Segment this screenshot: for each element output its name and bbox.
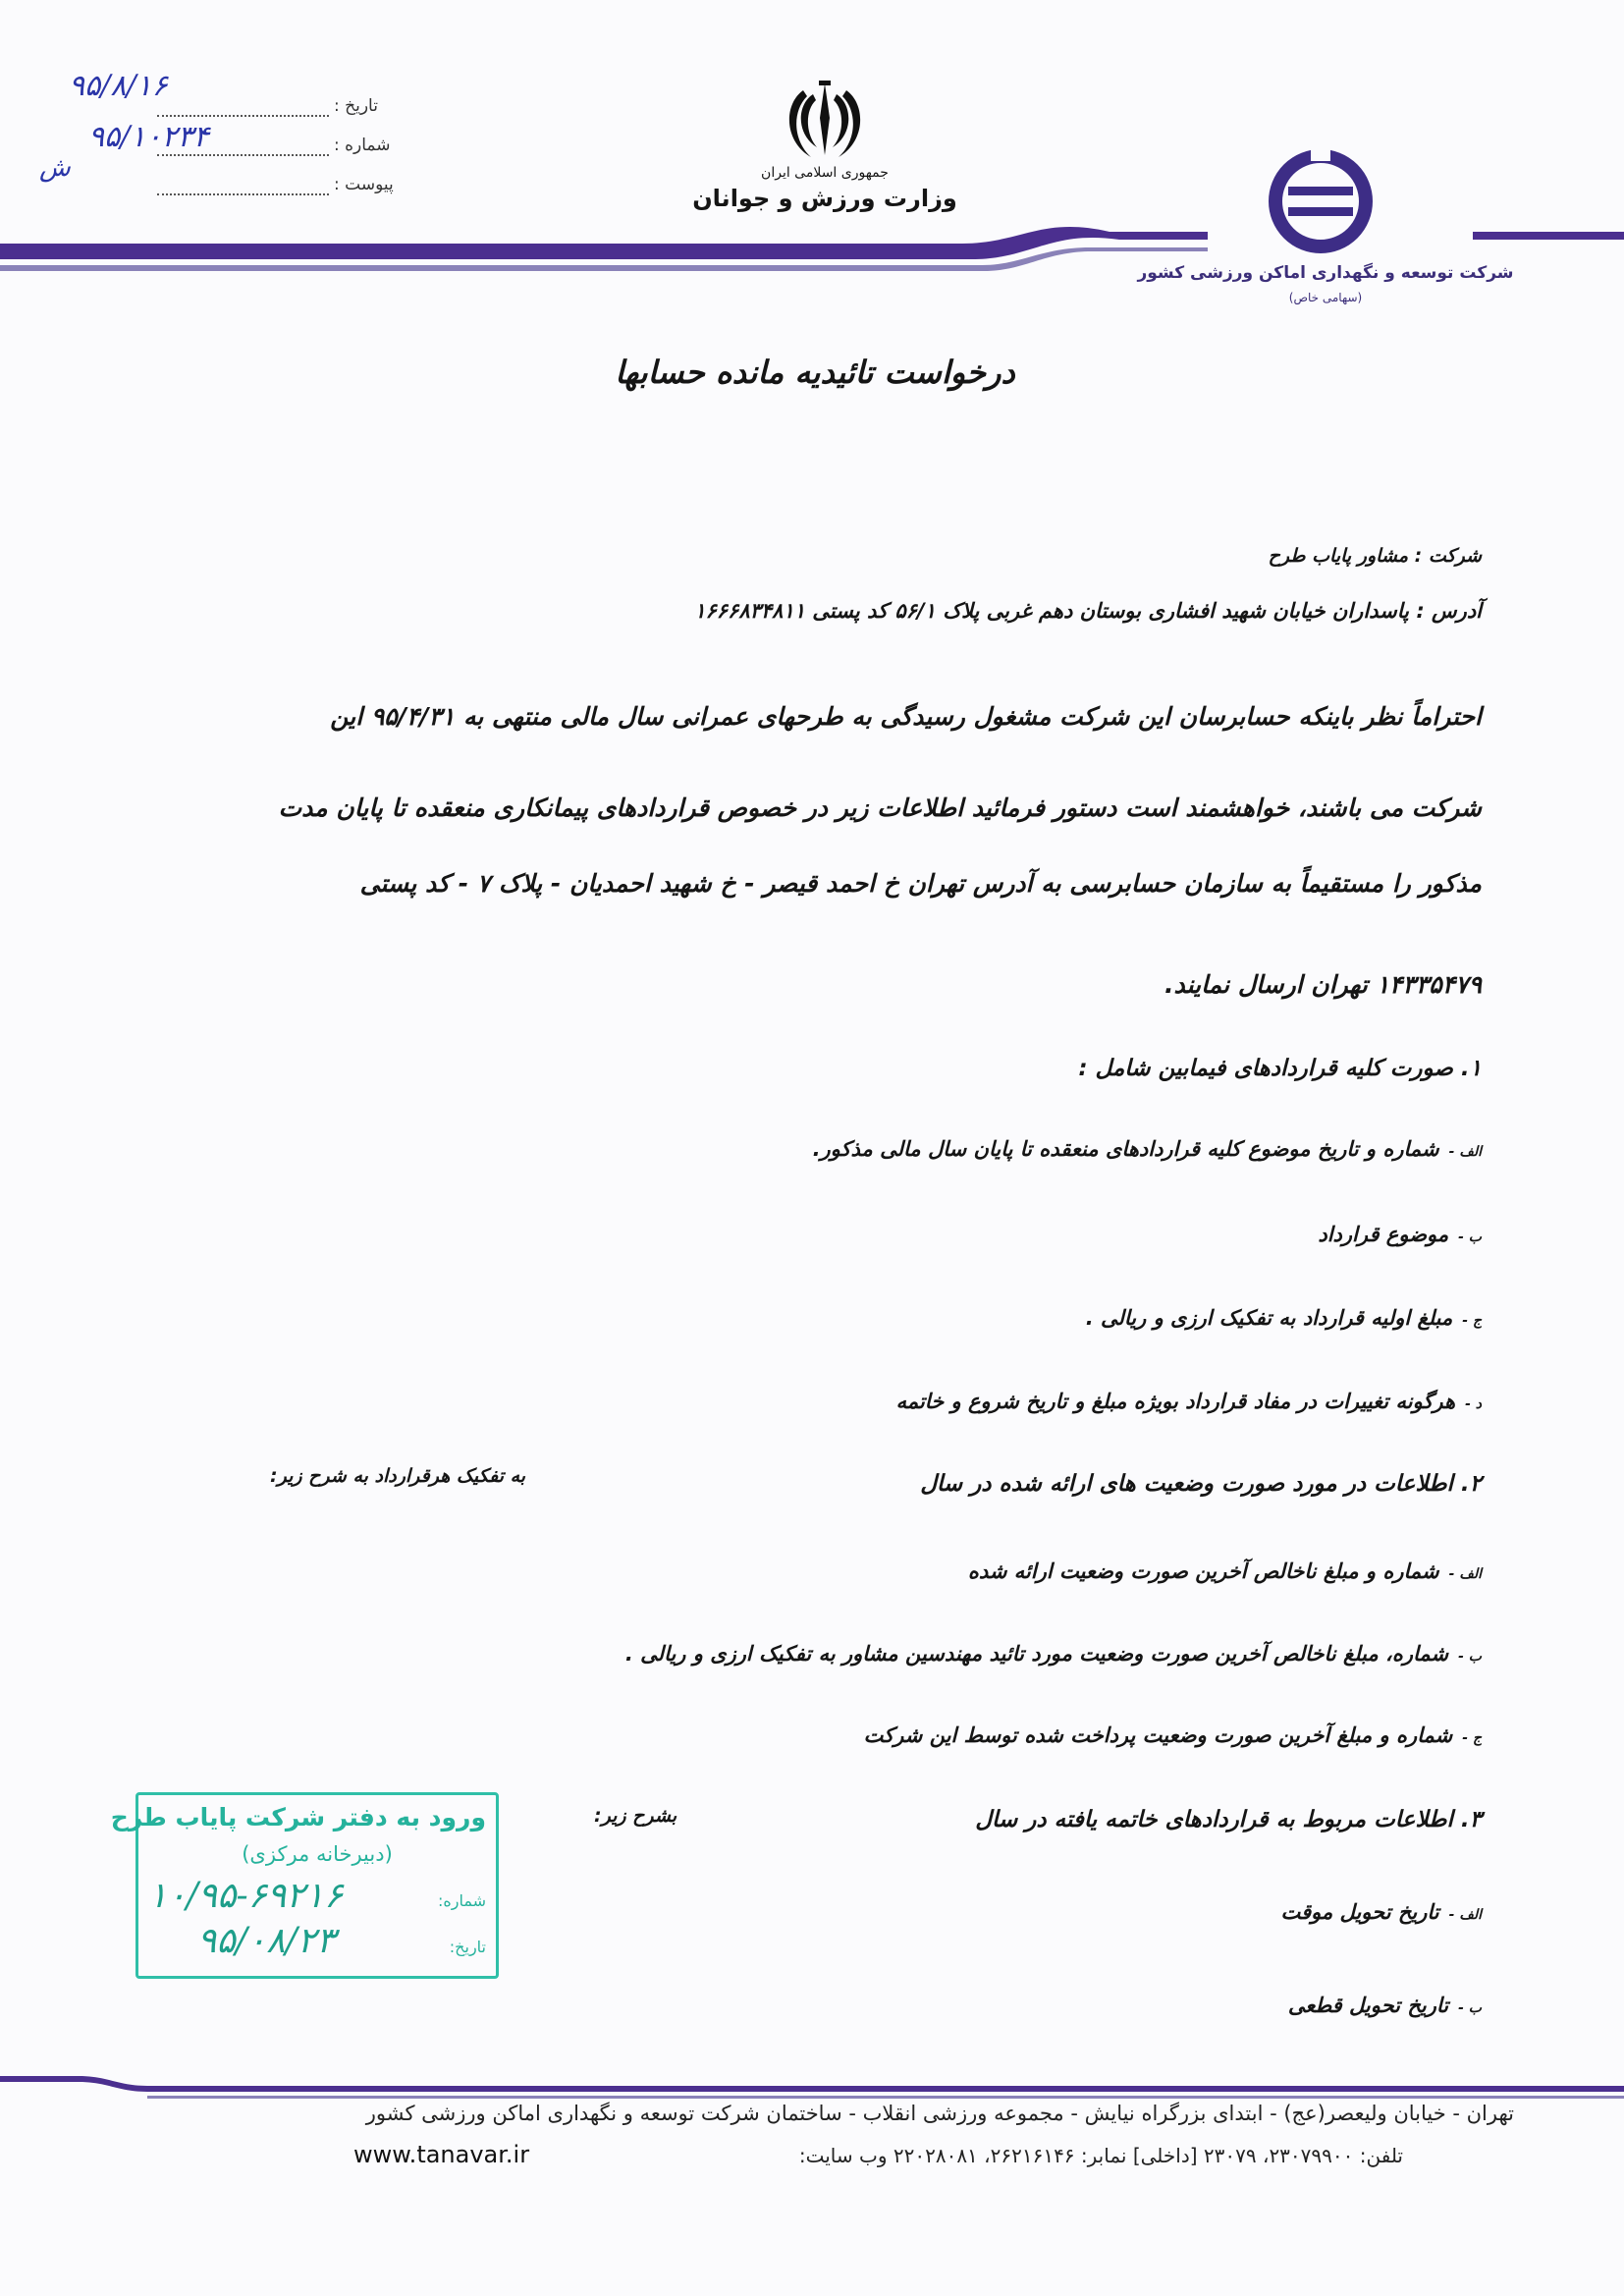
- attachment-label: پیوست :: [334, 175, 394, 194]
- section-3-title: ۳. اطلاعات مربوط به قراردادهای خاتمه یافته در سال: [975, 1807, 1482, 1832]
- handwritten-number: ۹۵/۱۰۲۳۴: [88, 120, 209, 154]
- document-title: درخواست تائیدیه مانده حسابها: [615, 354, 1015, 391]
- item-marker: د -: [1465, 1396, 1482, 1412]
- item-marker: الف -: [1448, 1907, 1482, 1923]
- address-label: آدرس :: [1416, 599, 1482, 623]
- section-2-note: به تفکیک هرقرارداد به شرح زیر:: [270, 1465, 526, 1487]
- section-3-item-a: [1280, 1900, 1482, 1924]
- handwritten-date: ۹۵/۸/۱۶: [69, 69, 168, 103]
- section-1-item-a: [813, 1137, 1482, 1161]
- footer-website-link[interactable]: www.tanavar.ir: [353, 2141, 530, 2168]
- stamp-title: ورود به دفتر شرکت پایاب طرح: [110, 1803, 486, 1831]
- section-2-title: ۲. اطلاعات در مورد صورت وضعیت های ارائه شده در سال: [920, 1471, 1482, 1497]
- item-marker: ب -: [1458, 1230, 1482, 1245]
- item-text: تاریخ تحویل قطعی: [1287, 1994, 1449, 2017]
- date-label: تاریخ :: [334, 96, 378, 116]
- stamp-date-label: تاریخ:: [449, 1938, 486, 1956]
- body-line-2: شرکت می باشند، خواهشمند است دستور فرمائید اطلاعات زیر در خصوص قراردادهای پیمانکاری منعقده تا پایان مدت: [278, 793, 1482, 822]
- number-dots: [157, 154, 329, 156]
- section-1-title: ۱. صورت کلیه قراردادهای فیمابین شامل :: [1078, 1056, 1482, 1081]
- footer-band: [0, 2072, 1624, 2102]
- body-line-3: مذکور را مستقیماً به سازمان حسابرسی به آدرس تهران خ احمد قیصر - خ شهید احمدیان - پلاک ۷ - کد پستی: [359, 869, 1482, 898]
- item-text: شماره و مبلغ ناخالص آخرین صورت وضعیت ارائه شده: [967, 1559, 1439, 1583]
- stamp-number-value: ۱۰/۹۵-۶۹۲۱۶: [148, 1876, 344, 1916]
- recipient-address-line: [694, 599, 1482, 623]
- stamp-subtitle: (دبیرخانه مرکزی): [242, 1842, 393, 1866]
- number-label: شماره :: [334, 136, 391, 155]
- item-text: مبلغ اولیه قرارداد به تفکیک ارزی و ریالی .: [1085, 1306, 1453, 1330]
- body-line-4: ۱۴۳۳۵۴۷۹ تهران ارسال نمایند.: [1164, 970, 1482, 999]
- received-stamp: [110, 1792, 499, 1979]
- section-1-item-c: [1086, 1306, 1482, 1330]
- item-marker: ج -: [1462, 1313, 1482, 1329]
- date-dots: [157, 115, 329, 117]
- company-name: شرکت توسعه و نگهداری اماکن ورزشی کشور: [1137, 263, 1514, 283]
- section-1-item-d: [896, 1390, 1482, 1413]
- recipient-company: شرکت : مشاور پایاب طرح: [1268, 545, 1482, 567]
- item-marker: ج -: [1462, 1730, 1482, 1746]
- item-text: هرگونه تغییرات در مفاد قرارداد بویژه مبلغ و تاریخ شروع و خاتمه: [895, 1390, 1456, 1413]
- company-type: (سهامی خاص): [1288, 291, 1363, 304]
- item-marker: الف -: [1448, 1144, 1482, 1160]
- item-marker: الف -: [1448, 1566, 1482, 1582]
- section-3-item-b: [1288, 1994, 1482, 2017]
- header-band: [0, 226, 1624, 304]
- item-text: شماره، مبلغ ناخالص آخرین صورت وضعیت مورد تائید مهندسین مشاور به تفکیک ارزی و ریالی .: [624, 1642, 1449, 1666]
- item-text: موضوع قرارداد: [1318, 1223, 1449, 1246]
- item-text: شماره و تاریخ موضوع کلیه قراردادهای منعقده تا پایان سال مالی مذکور.: [812, 1137, 1439, 1161]
- address-text: پاسداران خیابان شهید افشاری بوستان دهم غربی پلاک ۵۶/۱ کد پستی ۱۶۶۶۸۳۴۸۱۱: [694, 599, 1410, 623]
- section-3-note: بشرح زیر:: [594, 1805, 677, 1827]
- footer-address: تهران - خیابان ولیعصر(عج) - ابتدای بزرگراه نیایش - مجموعه ورزشی انقلاب - ساختمان شرکت توسعه و نگهداری اماکن ورزشی کشور: [365, 2102, 1514, 2125]
- item-marker: ب -: [1458, 2000, 1482, 2016]
- section-2-item-a: [968, 1559, 1482, 1583]
- stamp-number-label: شماره:: [437, 1891, 486, 1910]
- handwritten-initials: ش: [39, 153, 71, 183]
- item-marker: ب -: [1458, 1649, 1482, 1665]
- iran-emblem-icon: [776, 79, 874, 167]
- stamp-date-value: ۹۵/۰۸/۲۳: [197, 1921, 336, 1961]
- section-2-item-b: [625, 1642, 1482, 1666]
- section-1-item-b: [1318, 1223, 1482, 1246]
- section-2-item-c: [864, 1723, 1482, 1747]
- footer-phones: تلفن: ۲۳۰۷۹۹۰۰، ۲۳۰۷۹ [داخلی] نمابر: ۲۶۲۱۶۱۴۶، ۲۲۰۲۸۰۸۱ وب سایت:: [798, 2144, 1403, 2167]
- body-line-1: احتراماً نظر باینکه حسابرسان این شرکت مشغول رسیدگی به طرحهای عمرانی سال مالی منتهی به ۹۵/۴/۳۱ این: [330, 702, 1482, 731]
- gov-name: جمهوری اسلامی ایران: [761, 165, 889, 181]
- letter-meta: [39, 59, 393, 226]
- ministry-name: وزارت ورزش و جوانان: [692, 185, 957, 212]
- item-text: تاریخ تحویل موقت: [1280, 1900, 1439, 1924]
- item-text: شماره و مبلغ آخرین صورت وضعیت پرداخت شده توسط این شرکت: [863, 1723, 1453, 1747]
- attachment-dots: [157, 193, 329, 195]
